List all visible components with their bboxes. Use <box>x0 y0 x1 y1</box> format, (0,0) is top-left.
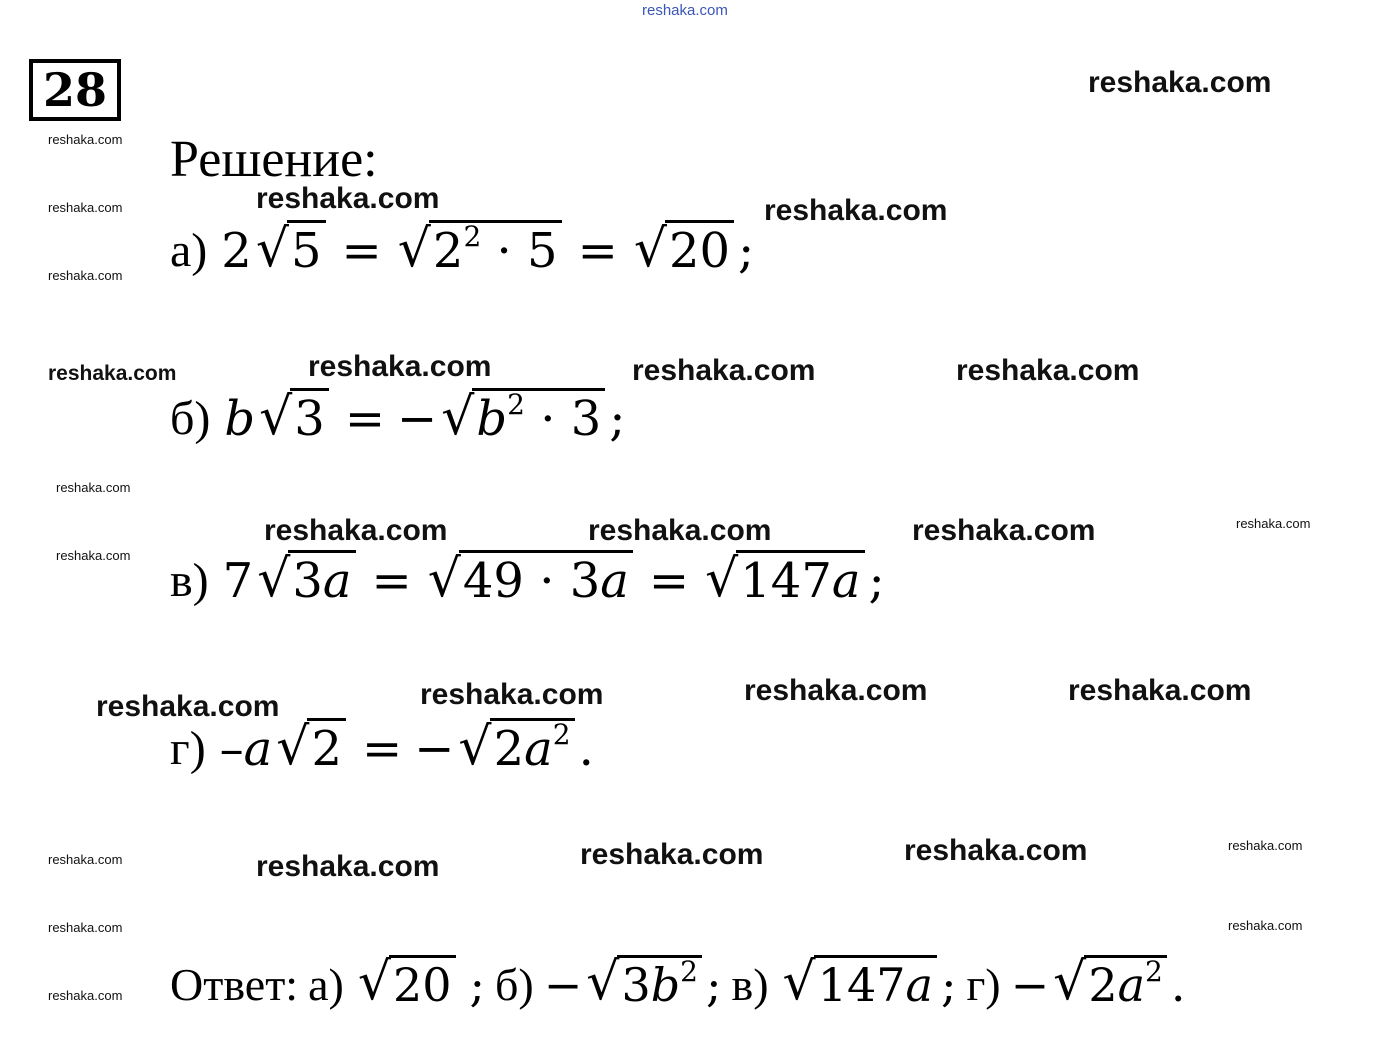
watermark: reshaka.com <box>588 514 772 547</box>
radical: √ 147a <box>783 955 937 1008</box>
answer-label: Ответ: <box>170 959 299 1010</box>
problem-number: 28 <box>42 63 107 117</box>
watermark: reshaka.com <box>744 674 928 707</box>
equation-a: а) 2 √ 5 = √ $2^2 \cdot 5$ = √ 20 ; <box>170 219 755 279</box>
coef-v: 7 <box>222 553 254 609</box>
watermark: reshaka.com <box>48 920 123 935</box>
watermark: reshaka.com <box>904 834 1088 867</box>
coef-g: a <box>243 721 273 777</box>
radical: √ 20 <box>358 955 456 1008</box>
watermark: reshaka.com <box>96 690 280 723</box>
watermark: reshaka.com <box>1228 918 1303 933</box>
watermark-top: reshaka.com <box>642 2 728 19</box>
watermark: reshaka.com <box>48 200 123 215</box>
label-a: а) <box>170 224 208 277</box>
radical: √ $3b^2$ <box>586 955 702 1008</box>
radical: √ 3 <box>259 388 329 443</box>
watermark: reshaka.com <box>956 354 1140 387</box>
watermark: reshaka.com <box>264 514 448 547</box>
label-g: г) <box>170 722 206 775</box>
watermark: reshaka.com <box>48 362 177 385</box>
watermark: reshaka.com <box>48 988 123 1003</box>
watermark: reshaka.com <box>48 132 123 147</box>
radical: √ 49 · 3a <box>428 550 633 605</box>
watermark: reshaka.com <box>48 268 123 283</box>
watermark: reshaka.com <box>1068 674 1252 707</box>
coef-b: b <box>224 391 256 447</box>
radical: √ $2^2 \cdot 5$ <box>398 220 562 275</box>
equation-v: в) 7 √ 3a = √ 49 · 3a = √ 147a ; <box>170 549 885 609</box>
equation-g: г) – a √ 2 = − √ $2a^2$ . <box>170 717 594 777</box>
equation-b: б) b √ 3 = − √ $b^2 \cdot 3$ ; <box>170 387 626 447</box>
watermark: reshaka.com <box>1236 516 1311 531</box>
watermark: reshaka.com <box>56 548 131 563</box>
watermark: reshaka.com <box>1088 66 1272 99</box>
radical: √ 5 <box>256 220 326 275</box>
radical: √ 3a <box>257 550 355 605</box>
radical: √ 147a <box>705 550 864 605</box>
label-v: в) <box>170 554 209 607</box>
watermark: reshaka.com <box>48 852 123 867</box>
radical: √ $2a^2$ <box>1053 955 1167 1008</box>
watermark: reshaka.com <box>580 838 764 871</box>
coef-a: 2 <box>221 223 252 279</box>
radical: √ $2a^2$ <box>458 718 574 773</box>
watermark: reshaka.com <box>632 354 816 387</box>
watermark: reshaka.com <box>420 678 604 711</box>
label-b: б) <box>170 392 211 445</box>
watermark: reshaka.com <box>912 514 1096 547</box>
radical: √ $b^2 \cdot 3$ <box>441 388 605 443</box>
watermark: reshaka.com <box>308 350 492 383</box>
radical: √ 20 <box>634 220 734 275</box>
solution-heading: Решение: <box>170 131 378 188</box>
answer-line: Ответ: а) √ 20 ; б) − √ $3b^2$ ; в) √ 147a ; г) − √ $2a^2$ . <box>170 952 1186 1012</box>
watermark: reshaka.com <box>256 182 440 215</box>
watermark: reshaka.com <box>56 480 131 495</box>
watermark: reshaka.com <box>256 850 440 883</box>
watermark: reshaka.com <box>1228 838 1303 853</box>
radical: √ 2 <box>276 718 346 773</box>
watermark: reshaka.com <box>764 194 948 227</box>
problem-number-box <box>29 59 121 121</box>
